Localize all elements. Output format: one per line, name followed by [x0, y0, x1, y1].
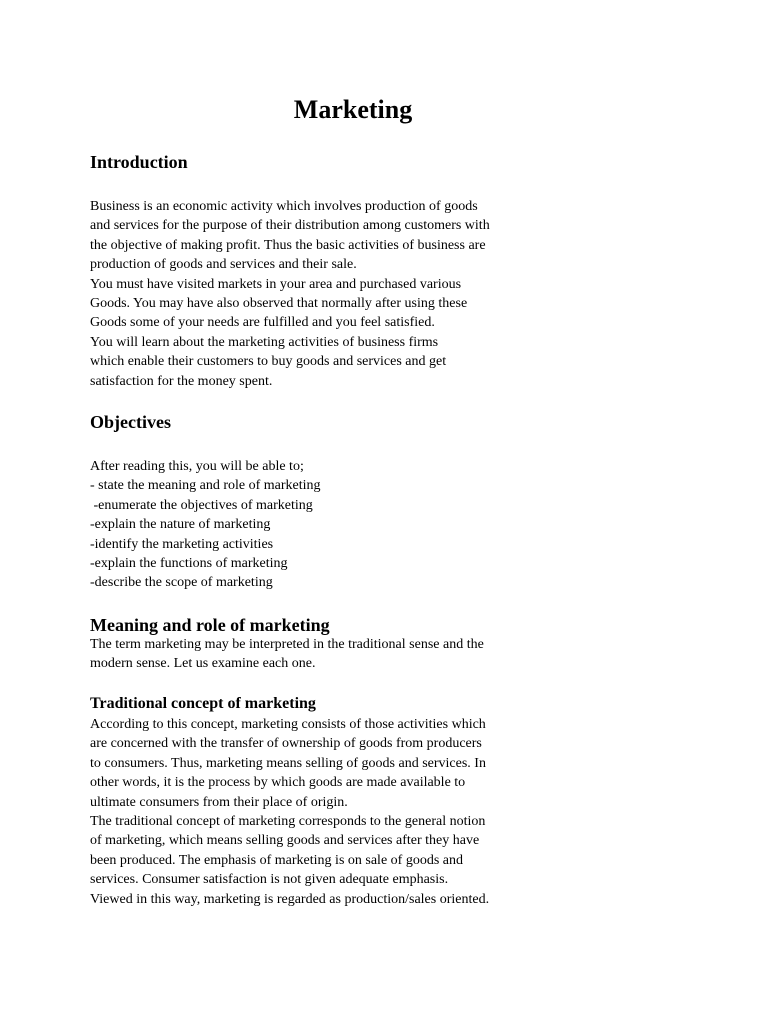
- traditional-concept-heading: Traditional concept of marketing: [90, 695, 316, 712]
- text-line: Goods. You may have also observed that normally after using these: [90, 295, 468, 311]
- text-line: -explain the nature of marketing: [90, 517, 271, 533]
- meaning-paragraph: [90, 635, 484, 674]
- text-line: The term marketing may be interpreted in the traditional sense and the: [90, 637, 484, 652]
- meaning-heading: Meaning and role of marketing: [90, 615, 330, 635]
- objectives-heading: Objectives: [90, 412, 171, 432]
- text-line: ultimate consumers from their place of origin.: [90, 794, 348, 810]
- text-line: According to this concept, marketing consists of those activities which: [90, 717, 486, 732]
- text-line: to consumers. Thus, marketing means selling of goods and services. In: [90, 755, 486, 771]
- text-line: -explain the functions of marketing: [90, 555, 288, 571]
- text-line: -identify the marketing activities: [90, 536, 274, 552]
- text-line: and services for the purpose of their distribution among customers with: [90, 218, 490, 234]
- text-line: You must have visited markets in your area and purchased various: [90, 276, 462, 292]
- traditional-concept-paragraph: [90, 715, 489, 909]
- text-line: been produced. The emphasis of marketing is on sale of goods and: [90, 852, 463, 868]
- text-line: production of goods and services and their sale.: [90, 257, 357, 273]
- text-line: are concerned with the transfer of ownership of goods from producers: [90, 736, 482, 752]
- text-line: modern sense. Let us examine each one.: [90, 656, 316, 672]
- text-line: of marketing, which means selling goods and services after they have: [90, 833, 480, 849]
- introduction-paragraph: [90, 197, 490, 391]
- text-line: -enumerate the objectives of marketing: [90, 497, 313, 513]
- introduction-heading: Introduction: [90, 152, 188, 172]
- text-line: satisfaction for the money spent.: [90, 373, 273, 389]
- text-line: Goods some of your needs are fulfilled and you feel satisfied.: [90, 315, 435, 331]
- text-line: which enable their customers to buy goods and services and get: [90, 354, 447, 370]
- text-line: The traditional concept of marketing corresponds to the general notion: [90, 813, 486, 829]
- text-line: - state the meaning and role of marketing: [90, 478, 321, 494]
- text-line: Viewed in this way, marketing is regarded as production/sales oriented.: [90, 891, 490, 907]
- objectives-list: [90, 457, 321, 593]
- text-line: the objective of making profit. Thus the basic activities of business are: [90, 237, 486, 253]
- text-line: You will learn about the marketing activities of business firms: [90, 334, 439, 350]
- text-line: services. Consumer satisfaction is not given adequate emphasis.: [90, 872, 449, 888]
- text-line: Business is an economic activity which involves production of goods: [90, 199, 478, 214]
- text-line: other words, it is the process by which goods are made available to: [90, 775, 466, 791]
- document-title: Marketing: [293, 95, 413, 124]
- text-line: After reading this, you will be able to;: [90, 459, 304, 474]
- text-line: -describe the scope of marketing: [90, 575, 273, 591]
